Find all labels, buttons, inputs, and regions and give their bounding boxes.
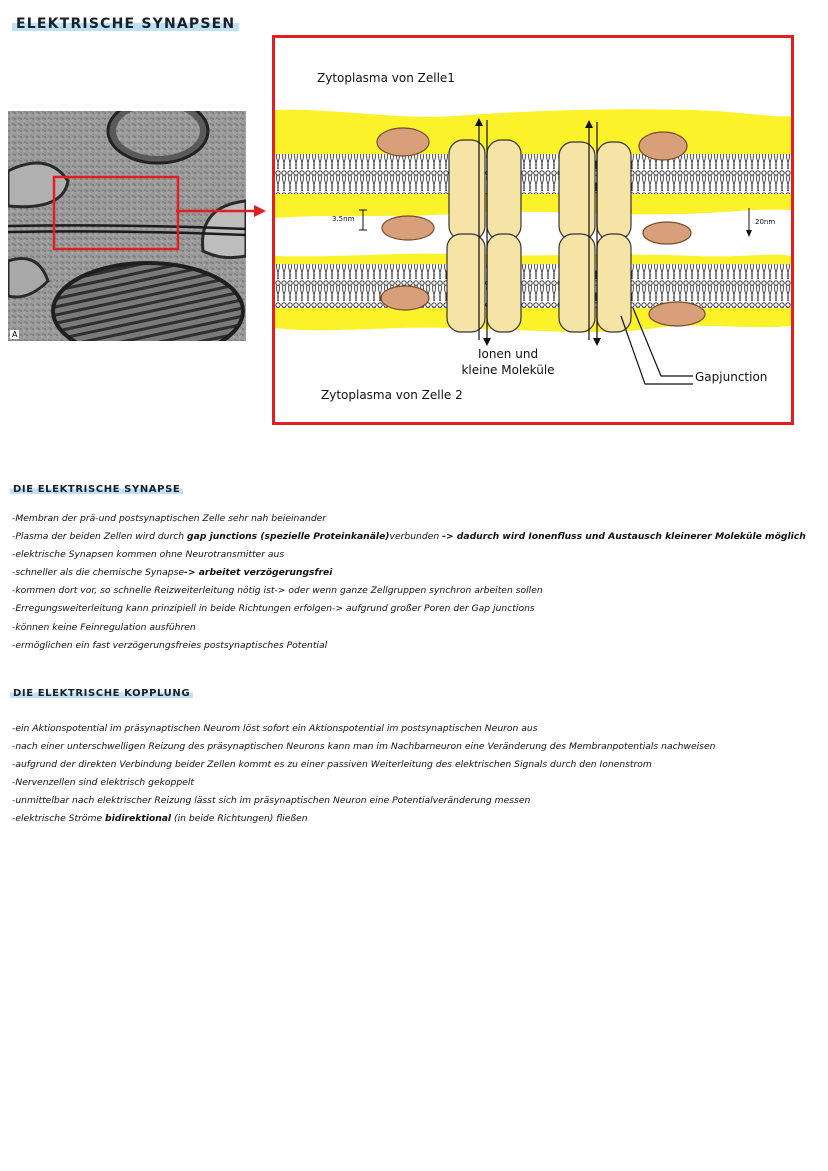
gap-junction-label: Gapjunction	[695, 370, 768, 384]
bullet-item	[12, 619, 806, 637]
electron-micrograph	[8, 111, 246, 341]
bullet-text: -Erregungsweiterleitung kann prinzipiell in beide Richtungen erfolgen-> aufgrund großer Poren der Gap junctions	[12, 603, 535, 615]
gap-junction-diagram	[272, 35, 794, 425]
bullet-item	[12, 774, 715, 792]
bullet-item	[12, 510, 806, 528]
bullet-item	[12, 528, 806, 546]
micrograph-label: A	[12, 330, 18, 339]
bullet-item	[12, 756, 715, 774]
bullet-item	[12, 637, 806, 655]
measure-right-label: 20nm	[755, 218, 776, 226]
bullet-bold-text: bidirektional	[105, 813, 172, 825]
bullet-text: -elektrische Synapsen kommen ohne Neurotransmitter aus	[12, 549, 285, 561]
bullet-bold-text: -> arbeitet verzögerungsfrei	[184, 567, 333, 579]
gap-junction-channel-2	[559, 120, 631, 346]
bullet-item	[12, 600, 806, 618]
bullet-text: -unmittelbar nach elektrischer Reizung lässt sich im präsynaptischen Neuron eine Potentialveränderung messen	[12, 795, 531, 807]
bullet-text: -Nervenzellen sind elektrisch gekoppelt	[12, 777, 195, 789]
section-title-coupling: DIE ELEKTRISCHE KOPPLUNG	[10, 688, 193, 699]
bullet-text: -kommen dort vor, so schnelle Reizweiterleitung nötig ist-> oder wenn ganze Zellgruppen synchron arbeiten sollen	[12, 585, 543, 597]
bullet-bold-text: -> dadurch wird Ionenfluss und Austausch kleinerer Moleküle möglich	[442, 531, 806, 543]
bullet-item	[12, 792, 715, 810]
ions-label-line2: kleine Moleküle	[461, 363, 555, 377]
bullet-text: -Membran der prä-und postsynaptischen Zelle sehr nah beieinander	[12, 513, 327, 524]
bullet-text: -aufgrund der direkten Verbindung beider Zellen kommt es zu einer passiven Weiterleitung des elektrischen Signals durch den Ionenstrom	[12, 759, 652, 771]
bullet-text: -können keine Feinregulation ausführen	[12, 621, 196, 633]
bullet-text: -ermöglichen ein fast verzögerungsfreies postsynaptisches Potential	[12, 639, 328, 651]
bullet-text: verbunden	[389, 531, 443, 543]
bullet-item	[12, 720, 715, 738]
bullet-text: -ein Aktionspotential im präsynaptischen Neurom löst sofort ein Aktionspotential im postsynaptischen Neuron aus	[12, 723, 538, 734]
bullet-bold-text: gap junctions (spezielle Proteinkanäle)	[187, 531, 390, 543]
bottom-cytoplasm-label: Zytoplasma von Zelle 2	[321, 388, 463, 402]
bullet-text: -nach einer unterschwelligen Reizung des präsynaptischen Neurons kann man im Nachbarneuron eine Veränderung des Membranpotentials nachweisen	[12, 741, 716, 753]
bullet-item	[12, 810, 715, 828]
bullet-item	[12, 582, 806, 600]
bullet-text: -schneller als die chemische Synapse	[12, 567, 185, 579]
zoom-arrow-icon	[176, 204, 268, 218]
measure-left-label: 3.5nm	[332, 215, 355, 223]
bullet-item	[12, 564, 806, 582]
top-cytoplasm-label: Zytoplasma von Zelle1	[317, 71, 455, 85]
bullet-text: -elektrische Ströme	[12, 813, 106, 825]
bullet-item	[12, 738, 715, 756]
bullet-text: -Plasma der beiden Zellen wird durch	[12, 531, 188, 543]
coupling-bullet-list	[12, 720, 715, 829]
bullet-item	[12, 546, 806, 564]
gap-junction-channel-1	[447, 118, 521, 346]
synapse-bullet-list	[12, 510, 806, 655]
ions-label-line1: Ionen und	[477, 347, 539, 361]
section-title-synapse: DIE ELEKTRISCHE SYNAPSE	[10, 484, 183, 495]
micrograph-image	[8, 111, 246, 341]
page-title: ELEKTRISCHE SYNAPSEN	[12, 16, 239, 32]
bullet-text: (in beide Richtungen) fließen	[171, 813, 308, 825]
